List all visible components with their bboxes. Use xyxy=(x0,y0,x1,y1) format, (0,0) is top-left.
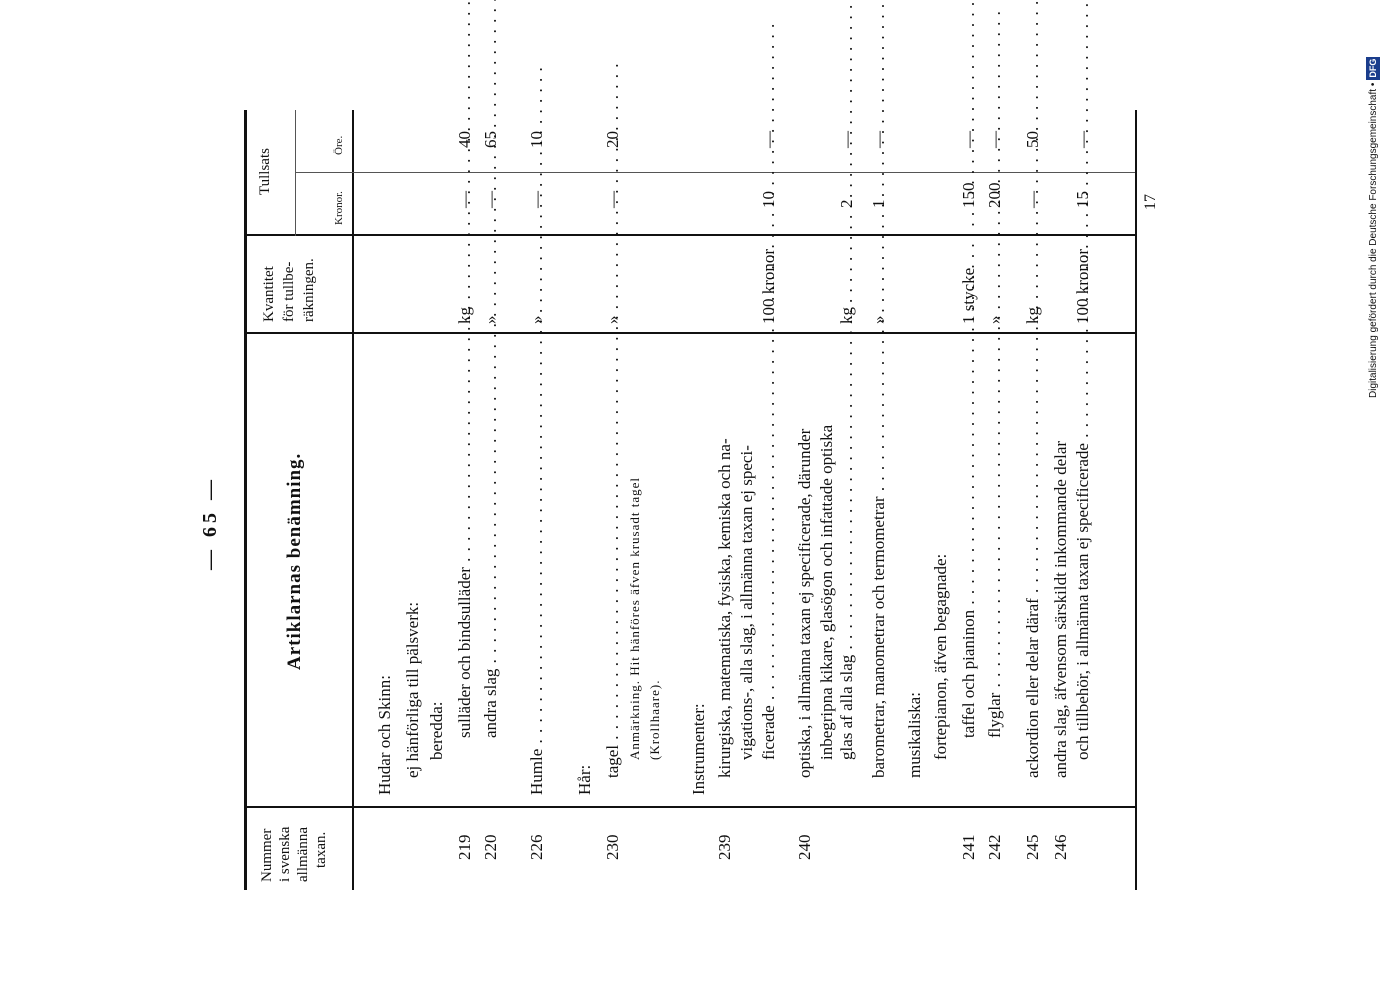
header-tullsats: Tullsats xyxy=(257,148,273,195)
row-ore: 20 xyxy=(603,131,622,148)
row-description: barometrar, manometrar och termometrar . . . xyxy=(870,340,887,778)
row-description: (Krollhaare). xyxy=(647,679,662,760)
header-kronor: Kronor. xyxy=(333,191,345,225)
row-description: flyglar . . . xyxy=(986,340,1003,738)
row-kronor: 200 xyxy=(985,182,1004,208)
header-nummer-3: allmänna xyxy=(295,827,311,882)
row-kronor: 1 xyxy=(869,199,888,208)
row-ore: 65 xyxy=(481,131,500,148)
row-number: 226 xyxy=(527,834,546,860)
row-description: taffel och pianinon . . . xyxy=(960,340,977,738)
row-number: 241 xyxy=(959,834,978,860)
dfg-logo: DFG xyxy=(1368,58,1378,78)
header-kvantitet-1: Kvantitet xyxy=(261,266,277,322)
col-divider-nummer xyxy=(244,806,1136,808)
row-description: andra slag . . . xyxy=(482,340,499,738)
header-nummer-4: taxan. xyxy=(313,831,329,868)
table-bottom-rule xyxy=(1135,110,1137,890)
row-quantity: kg xyxy=(837,307,856,324)
row-number: 242 xyxy=(985,834,1004,860)
row-kronor: 15 xyxy=(1073,191,1092,208)
row-description: Humle . . . xyxy=(528,340,545,795)
row-kronor: — xyxy=(1023,191,1042,208)
header-nummer-1: Nummer xyxy=(259,828,275,882)
header-nummer-2: i svenska xyxy=(277,826,293,882)
row-ore: 50 xyxy=(1023,131,1042,148)
row-kronor: — xyxy=(455,191,474,208)
row-description: Anmärkning. Hit hänföres äfven krusadt tagel xyxy=(627,477,642,760)
row-ore: 40 xyxy=(455,131,474,148)
row-ore: — xyxy=(837,131,856,148)
credit-text: Digitalisierung gefördert durch die Deutsche Forschungsgemeinschaft • xyxy=(1368,82,1379,398)
row-number: 220 xyxy=(481,834,500,860)
row-number: 246 xyxy=(1051,834,1070,860)
page-number: — 65 — xyxy=(199,476,221,570)
row-kronor: — xyxy=(527,191,546,208)
row-ore: — xyxy=(869,131,888,148)
header-ore: Öre. xyxy=(333,135,345,155)
header-kvantitet-2: för tullbe- xyxy=(281,261,297,322)
row-quantity: 100 kronor xyxy=(1073,248,1092,324)
row-description: inbegripna kikare, glasögon och infattade optiska xyxy=(817,424,836,760)
row-quantity: » xyxy=(481,315,500,324)
row-kronor: 10 xyxy=(759,191,778,208)
row-description: musikaliska: xyxy=(905,692,924,778)
row-quantity: kg xyxy=(1023,307,1042,324)
row-number: 230 xyxy=(603,834,622,860)
row-quantity: 100 kronor xyxy=(759,248,778,324)
row-description: fortepianon, äfven begagnade: xyxy=(931,553,950,760)
header-benamning: Artiklarnas benämning. xyxy=(284,452,305,670)
row-description: ficerade . . . xyxy=(760,340,777,760)
row-ore: — xyxy=(1073,131,1092,148)
row-quantity: » xyxy=(603,315,622,324)
row-description: beredda: xyxy=(427,701,446,760)
row-kronor: 2 xyxy=(837,199,856,208)
row-quantity: » xyxy=(985,315,1004,324)
row-description: och tillbehör, i allmänna taxan ej specificerade . . . xyxy=(1074,340,1091,760)
row-description: Instrumenter: xyxy=(689,703,708,795)
table-top-rule xyxy=(244,110,247,890)
row-number: 240 xyxy=(795,834,814,860)
row-number: 245 xyxy=(1023,834,1042,860)
row-ore: 10 xyxy=(527,131,546,148)
col-divider-kronor xyxy=(295,172,1135,173)
row-kronor: — xyxy=(603,191,622,208)
header-kvantitet-3: räkningen. xyxy=(301,258,317,322)
row-quantity: 1 stycke xyxy=(959,267,978,324)
sheet-mark: 17 xyxy=(1142,194,1159,210)
row-quantity: » xyxy=(869,315,888,324)
row-description: sulläder och bindsulläder . . . xyxy=(456,340,473,738)
row-ore: — xyxy=(959,131,978,148)
row-quantity: » xyxy=(527,315,546,324)
row-description: tagel . . . xyxy=(604,340,621,778)
row-description: vigations-, alla slag, i allmänna taxan ej speci- xyxy=(737,445,756,760)
row-kronor: 150 xyxy=(959,182,978,208)
row-number: 219 xyxy=(455,834,474,860)
row-description: Hår: xyxy=(575,764,594,795)
row-kronor: — xyxy=(481,191,500,208)
row-description: glas af alla slag . . . xyxy=(838,340,855,760)
row-description: optiska, i allmänna taxan ej specificerade, därunder xyxy=(795,428,814,778)
row-description: kirurgiska, matematiska, fysiska, kemiska och na- xyxy=(715,438,734,778)
tullsats-subheader-rule xyxy=(295,110,296,236)
row-description: Hudar och Skinn: xyxy=(375,675,394,795)
row-ore: — xyxy=(985,131,1004,148)
digitization-credit xyxy=(1366,8,1380,398)
row-ore: — xyxy=(759,131,778,148)
row-description: ackordion eller delar däraf . . . xyxy=(1024,340,1041,778)
table-header-rule xyxy=(352,110,354,890)
row-description: andra slag, äfvensom särskildt inkommande delar xyxy=(1051,440,1070,778)
row-quantity: kg xyxy=(455,307,474,324)
row-description: ej hänförliga till pälsverk: xyxy=(403,601,422,778)
row-number: 239 xyxy=(715,834,734,860)
